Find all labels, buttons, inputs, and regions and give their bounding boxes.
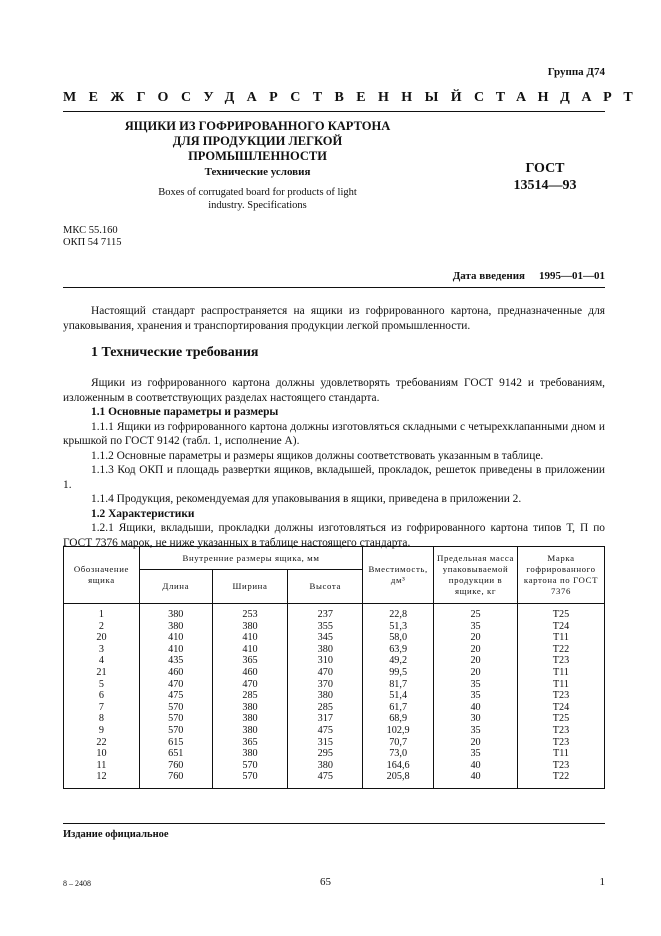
cell-height: 380 bbox=[288, 760, 363, 772]
cell-width: 365 bbox=[212, 655, 288, 667]
cell-grade: Т23 bbox=[518, 690, 605, 702]
cell-max-mass: 20 bbox=[434, 737, 518, 749]
title-line-2: ДЛЯ ПРОДУКЦИИ ЛЕГКОЙ bbox=[172, 134, 343, 148]
paragraph-1-1-2: 1.1.2 Основные параметры и размеры ящиков должны соответствовать указанным в таблице. bbox=[91, 449, 544, 462]
table-row bbox=[64, 655, 605, 667]
table-row bbox=[64, 702, 605, 714]
table-row bbox=[64, 667, 605, 679]
header-width: Ширина bbox=[212, 570, 288, 604]
cell-height: 370 bbox=[288, 679, 363, 691]
cell-max-mass: 25 bbox=[434, 604, 518, 621]
cell-designation: 21 bbox=[64, 667, 140, 679]
document-subtitle: Технические условия bbox=[204, 166, 311, 178]
cell-grade: Т11 bbox=[518, 667, 605, 679]
cell-capacity: 51,4 bbox=[363, 690, 434, 702]
cell-length: 651 bbox=[139, 748, 212, 760]
effective-date-label: Дата введения bbox=[452, 270, 525, 282]
cell-capacity: 61,7 bbox=[363, 702, 434, 714]
cell-designation: 7 bbox=[64, 702, 140, 714]
cell-length: 570 bbox=[139, 702, 212, 714]
cell-designation: 12 bbox=[64, 771, 140, 788]
group-label: Группа Д74 bbox=[547, 66, 605, 78]
cell-designation: 11 bbox=[64, 760, 140, 772]
cell-grade: Т11 bbox=[518, 679, 605, 691]
cell-designation: 8 bbox=[64, 713, 140, 725]
cell-height: 380 bbox=[288, 644, 363, 656]
cell-max-mass: 20 bbox=[434, 667, 518, 679]
cell-designation: 2 bbox=[64, 621, 140, 633]
table-row bbox=[64, 632, 605, 644]
cell-capacity: 22,8 bbox=[363, 604, 434, 621]
header-rule bbox=[63, 111, 605, 112]
cell-capacity: 73,0 bbox=[363, 748, 434, 760]
cell-grade: Т23 bbox=[518, 655, 605, 667]
cell-grade: Т23 bbox=[518, 737, 605, 749]
cell-capacity: 68,9 bbox=[363, 713, 434, 725]
cell-designation: 5 bbox=[64, 679, 140, 691]
cell-width: 380 bbox=[212, 621, 288, 633]
table-row bbox=[64, 679, 605, 691]
cell-height: 355 bbox=[288, 621, 363, 633]
document-title bbox=[105, 119, 410, 164]
intro-paragraph: Настоящий стандарт распространяется на ящики из гофрированного картона, предназначенные для упаковывания, хранения и транспортирования продукции легкой промышленности. bbox=[63, 305, 605, 332]
cell-width: 410 bbox=[212, 644, 288, 656]
cell-height: 380 bbox=[288, 690, 363, 702]
section-1-body bbox=[63, 376, 605, 550]
cell-height: 310 bbox=[288, 655, 363, 667]
table-row bbox=[64, 771, 605, 788]
cell-designation: 10 bbox=[64, 748, 140, 760]
cell-capacity: 70,7 bbox=[363, 737, 434, 749]
cell-max-mass: 40 bbox=[434, 702, 518, 714]
cell-height: 295 bbox=[288, 748, 363, 760]
paragraph-1-1-4: 1.1.4 Продукция, рекомендуемая для упаковывания в ящики, приведена в приложении 2. bbox=[91, 493, 522, 505]
title-line-1: ЯЩИКИ ИЗ ГОФРИРОВАННОГО КАРТОНА bbox=[124, 119, 391, 133]
standard-banner bbox=[63, 90, 645, 106]
cell-height: 285 bbox=[288, 702, 363, 714]
cell-height: 345 bbox=[288, 632, 363, 644]
banner-standard: СТАНДАРТ bbox=[474, 90, 645, 105]
cell-capacity: 58,0 bbox=[363, 632, 434, 644]
cell-max-mass: 40 bbox=[434, 771, 518, 788]
banner-interstate: МЕЖГОСУДАРСТВЕННЫЙ bbox=[63, 90, 475, 105]
cell-grade: Т25 bbox=[518, 604, 605, 621]
header-capacity-unit: дм³ bbox=[390, 575, 406, 585]
cell-length: 380 bbox=[139, 604, 212, 621]
cell-grade: Т24 bbox=[518, 621, 605, 633]
cell-width: 380 bbox=[212, 713, 288, 725]
cell-capacity: 99,5 bbox=[363, 667, 434, 679]
paragraph-1-2-1: 1.2.1 Ящики, вкладыши, прокладки должны изготовляться из гофрированного картона типов Т, П по ГОСТ 7376 марок, не ниже указанных в таблице настоящего стандарта. bbox=[63, 522, 605, 549]
cell-designation: 4 bbox=[64, 655, 140, 667]
cell-length: 760 bbox=[139, 771, 212, 788]
footer-rule bbox=[63, 823, 605, 824]
cell-length: 760 bbox=[139, 760, 212, 772]
cell-max-mass: 20 bbox=[434, 655, 518, 667]
cell-max-mass: 35 bbox=[434, 748, 518, 760]
cell-capacity: 63,9 bbox=[363, 644, 434, 656]
cell-length: 380 bbox=[139, 621, 212, 633]
cell-designation: 20 bbox=[64, 632, 140, 644]
paragraph-1: Ящики из гофрированного картона должны удовлетворять требованиям ГОСТ 9142 и требованиям, изложенным в соответствующих разделах настоящего стандарта. bbox=[63, 377, 605, 404]
cell-width: 380 bbox=[212, 748, 288, 760]
header-height: Высота bbox=[288, 570, 363, 604]
paragraph-1-1-1: 1.1.1 Ящики из гофрированного картона должны изготовляться складными с четырехклапанными дном и крышкой по ГОСТ 9142 (табл. 1, исполнение А). bbox=[63, 420, 605, 447]
cell-width: 470 bbox=[212, 679, 288, 691]
okp-code: ОКП 54 7115 bbox=[63, 237, 122, 248]
cell-grade: Т22 bbox=[518, 644, 605, 656]
cell-max-mass: 35 bbox=[434, 725, 518, 737]
header-inner-dimensions: Внутренние размеры ящика, мм bbox=[139, 547, 362, 570]
cell-designation: 22 bbox=[64, 737, 140, 749]
cell-max-mass: 35 bbox=[434, 621, 518, 633]
box-parameters-table bbox=[63, 546, 605, 789]
cell-designation: 1 bbox=[64, 604, 140, 621]
heading-1-2: 1.2 Характеристики bbox=[91, 507, 195, 520]
gost-number: 13514—93 bbox=[513, 178, 577, 193]
cell-width: 285 bbox=[212, 690, 288, 702]
cell-max-mass: 40 bbox=[434, 760, 518, 772]
english-title-line-2: industry. Specifications bbox=[208, 200, 307, 211]
header-length: Длина bbox=[139, 570, 212, 604]
cell-width: 410 bbox=[212, 632, 288, 644]
cell-height: 317 bbox=[288, 713, 363, 725]
cell-width: 460 bbox=[212, 667, 288, 679]
cell-height: 475 bbox=[288, 725, 363, 737]
cell-width: 253 bbox=[212, 604, 288, 621]
table-row bbox=[64, 644, 605, 656]
cell-height: 475 bbox=[288, 771, 363, 788]
cell-max-mass: 20 bbox=[434, 632, 518, 644]
header-max-mass: Предельная масса упаковываемой продукции в ящике, кг bbox=[434, 547, 518, 604]
cell-length: 410 bbox=[139, 632, 212, 644]
cell-grade: Т11 bbox=[518, 632, 605, 644]
sheet-number: 1 bbox=[599, 876, 605, 888]
date-rule bbox=[63, 287, 605, 288]
print-code: 8 – 2408 bbox=[63, 879, 91, 888]
table-row bbox=[64, 690, 605, 702]
cell-width: 380 bbox=[212, 702, 288, 714]
cell-capacity: 205,8 bbox=[363, 771, 434, 788]
cell-capacity: 102,9 bbox=[363, 725, 434, 737]
cell-height: 237 bbox=[288, 604, 363, 621]
table-row bbox=[64, 713, 605, 725]
cell-length: 410 bbox=[139, 644, 212, 656]
cell-max-mass: 35 bbox=[434, 690, 518, 702]
cell-height: 315 bbox=[288, 737, 363, 749]
gost-designation bbox=[505, 160, 585, 194]
cell-capacity: 51,3 bbox=[363, 621, 434, 633]
cell-max-mass: 30 bbox=[434, 713, 518, 725]
cell-capacity: 49,2 bbox=[363, 655, 434, 667]
edition-label: Издание официальное bbox=[63, 829, 169, 840]
cell-length: 570 bbox=[139, 725, 212, 737]
english-title bbox=[105, 186, 410, 212]
cell-max-mass: 20 bbox=[434, 644, 518, 656]
cell-capacity: 81,7 bbox=[363, 679, 434, 691]
table-row bbox=[64, 760, 605, 772]
table-row bbox=[64, 604, 605, 621]
cell-grade: Т25 bbox=[518, 713, 605, 725]
cell-width: 570 bbox=[212, 771, 288, 788]
cell-length: 460 bbox=[139, 667, 212, 679]
cell-designation: 6 bbox=[64, 690, 140, 702]
cell-max-mass: 35 bbox=[434, 679, 518, 691]
gost-label: ГОСТ bbox=[525, 161, 565, 176]
heading-1-1: 1.1 Основные параметры и размеры bbox=[91, 406, 279, 418]
paragraph-1-1-3: 1.1.3 Код ОКП и площадь развертки ящиков, вкладышей, прокладок, решеток приведены в приложении 1. bbox=[63, 464, 605, 491]
cell-grade: Т22 bbox=[518, 771, 605, 788]
cell-width: 380 bbox=[212, 725, 288, 737]
cell-height: 470 bbox=[288, 667, 363, 679]
cell-designation: 3 bbox=[64, 644, 140, 656]
cell-grade: Т24 bbox=[518, 702, 605, 714]
english-title-line-1: Boxes of corrugated board for products of light bbox=[158, 187, 357, 198]
cell-grade: Т23 bbox=[518, 760, 605, 772]
classification-codes bbox=[63, 225, 122, 249]
mks-code: МКС 55.160 bbox=[63, 225, 118, 236]
cell-width: 570 bbox=[212, 760, 288, 772]
cell-designation: 9 bbox=[64, 725, 140, 737]
cell-length: 475 bbox=[139, 690, 212, 702]
cell-length: 435 bbox=[139, 655, 212, 667]
table-row bbox=[64, 737, 605, 749]
table-row bbox=[64, 621, 605, 633]
title-line-3: ПРОМЫШЛЕННОСТИ bbox=[188, 149, 327, 163]
effective-date bbox=[453, 270, 605, 282]
header-designation: Обозначение ящика bbox=[64, 547, 140, 604]
page-number: 65 bbox=[320, 876, 331, 888]
cell-length: 615 bbox=[139, 737, 212, 749]
effective-date-value: 1995—01—01 bbox=[539, 270, 605, 282]
cell-length: 570 bbox=[139, 713, 212, 725]
cell-length: 470 bbox=[139, 679, 212, 691]
table-body bbox=[64, 604, 605, 789]
cell-width: 365 bbox=[212, 737, 288, 749]
cell-capacity: 164,6 bbox=[363, 760, 434, 772]
table-row bbox=[64, 748, 605, 760]
section-1-heading: 1 Технические требования bbox=[91, 345, 259, 360]
header-capacity bbox=[363, 547, 434, 604]
cell-grade: Т11 bbox=[518, 748, 605, 760]
cell-grade: Т23 bbox=[518, 725, 605, 737]
header-board-grade: Марка гофрированного картона по ГОСТ 7376 bbox=[518, 547, 605, 604]
header-capacity-text: Вместимость, bbox=[368, 564, 428, 574]
table-row bbox=[64, 725, 605, 737]
